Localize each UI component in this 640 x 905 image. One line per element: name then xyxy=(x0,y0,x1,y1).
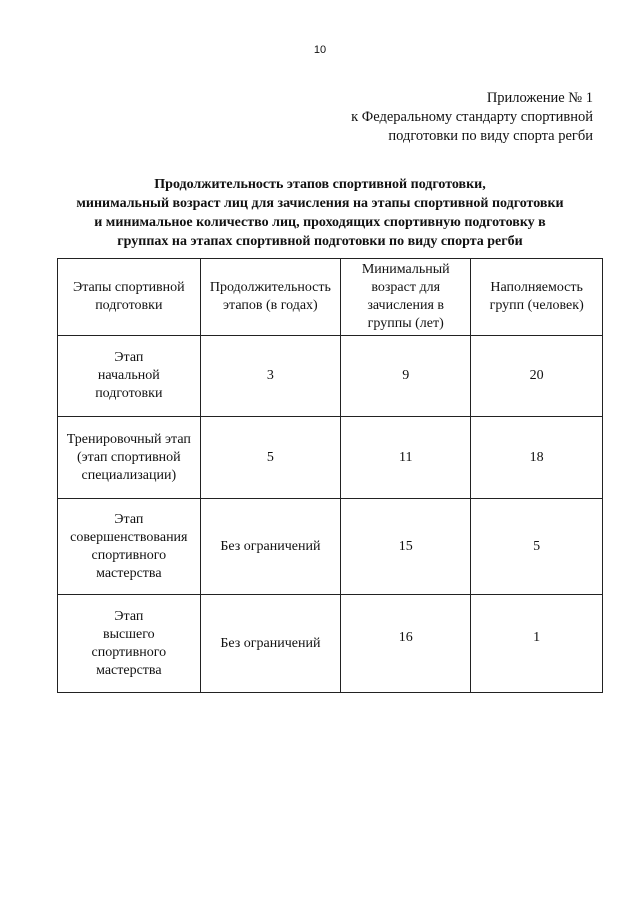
table-header-row xyxy=(58,259,603,336)
header-stages: Этапы спортивной подготовки xyxy=(58,259,201,336)
min-age-cell: 15 xyxy=(341,499,471,595)
min-age-cell: 9 xyxy=(341,336,471,417)
document-title xyxy=(60,175,580,251)
header-duration: Продолжительность этапов (в годах) xyxy=(200,259,340,336)
stage-cell: Тренировочный этап (этап спортивной специализации) xyxy=(58,417,201,499)
group-size-cell: 20 xyxy=(471,336,603,417)
duration-cell: 5 xyxy=(200,417,340,499)
table-row xyxy=(58,595,603,693)
duration-cell: Без ограничений xyxy=(200,595,340,693)
table-row xyxy=(58,417,603,499)
appendix-heading xyxy=(351,89,593,146)
min-age-cell: 11 xyxy=(341,417,471,499)
title-line-2: минимальный возраст лиц для зачисления на этапы спортивной подготовки xyxy=(76,196,564,211)
appendix-line-2: к Федеральному стандарту спортивной xyxy=(351,109,593,125)
duration-cell: Без ограничений xyxy=(200,499,340,595)
group-size-cell: 18 xyxy=(471,417,603,499)
table-row xyxy=(58,499,603,595)
group-size-cell: 5 xyxy=(471,499,603,595)
stage-cell: Этап начальной подготовки xyxy=(58,336,201,417)
training-stages-table xyxy=(57,258,603,693)
page-number: 10 xyxy=(313,44,327,56)
group-size-cell: 1 xyxy=(471,595,603,693)
header-group-size: Наполняемость групп (человек) xyxy=(471,259,603,336)
table-row xyxy=(58,336,603,417)
stage-cell: Этап совершенствования спортивного мастерства xyxy=(58,499,201,595)
duration-cell: 3 xyxy=(200,336,340,417)
stage-cell: Этап высшего спортивного мастерства xyxy=(58,595,201,693)
appendix-line-3: подготовки по виду спорта регби xyxy=(388,128,593,144)
title-line-3: и минимальное количество лиц, проходящих спортивную подготовку в xyxy=(94,215,546,230)
appendix-line-1: Приложение № 1 xyxy=(486,90,593,106)
title-line-4: группах на этапах спортивной подготовки по виду спорта регби xyxy=(117,234,523,249)
title-line-1: Продолжительность этапов спортивной подготовки, xyxy=(154,177,486,192)
header-min-age: Минимальный возраст для зачисления в группы (лет) xyxy=(341,259,471,336)
min-age-cell: 16 xyxy=(341,595,471,693)
